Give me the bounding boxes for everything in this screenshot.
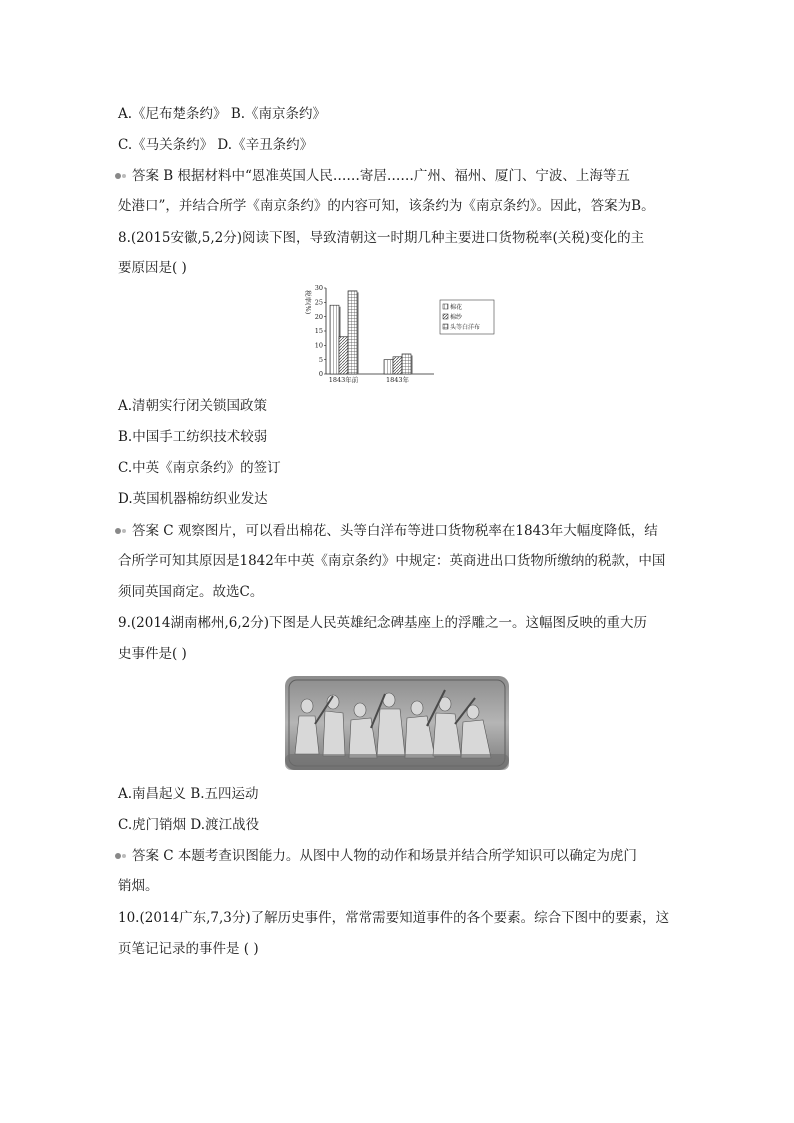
legend-label: 棉纱 bbox=[450, 314, 463, 321]
bar-头等白洋布 bbox=[348, 291, 357, 374]
tariff-bar-chart bbox=[300, 282, 496, 390]
q8-stem-line-2: 要原因是( ) bbox=[118, 260, 187, 276]
legend-label: 棉花 bbox=[450, 304, 463, 311]
q10-stem-line-1: 10.(2014广东,7,3分)了解历史事件，常常需要知道事件的各个要素。综合下图中的要素，这 bbox=[118, 910, 670, 926]
q9-options-cd: C.虎门销烟 D.渡江战役 bbox=[118, 817, 260, 833]
q8-answer-line-2: 合所学可知其原因是1842年中英《南京条约》中规定：英商进出口货物所缴纳的税款，中国 bbox=[118, 553, 666, 569]
y-tick-label: 5 bbox=[318, 355, 323, 364]
bar-头等白洋布 bbox=[402, 354, 411, 374]
q9-answer-line-1: 答案 C 本题考查识图能力。从图中人物的动作和场景并结合所学知识可以确定为虎门 bbox=[114, 847, 637, 865]
y-axis-label: 税率(%) bbox=[304, 290, 312, 315]
x-category-label: 1843年前 bbox=[328, 376, 359, 384]
y-tick-label: 0 bbox=[318, 370, 323, 379]
q8-option-d: D.英国机器棉纺织业发达 bbox=[118, 491, 268, 507]
q7-answer-line-1: 答案 B 根据材料中“恩准英国人民……寄居……广州、福州、厦门、宁波、上海等五 bbox=[114, 167, 630, 185]
q7-answer-line-2: 处港口”，并结合所学《南京条约》的内容可知，该条约为《南京条约》。因此，答案为B。 bbox=[118, 198, 655, 214]
q8-option-a: A.清朝实行闭关锁国政策 bbox=[118, 398, 268, 414]
y-tick-label: 10 bbox=[314, 341, 323, 350]
legend-label: 头等白洋布 bbox=[450, 324, 481, 331]
q8-answer-line-3: 须同英国商定。故选C。 bbox=[118, 584, 264, 600]
bar-shadow bbox=[357, 292, 359, 374]
answer-marker-icon bbox=[114, 851, 128, 861]
bar-shadow bbox=[411, 355, 413, 374]
answer-marker-icon bbox=[114, 171, 128, 181]
q7-options-cd: C.《马关条约》 D.《辛丑条约》 bbox=[118, 137, 314, 153]
answer-marker-icon bbox=[114, 526, 128, 536]
y-tick-label: 25 bbox=[314, 298, 323, 307]
q8-option-c: C.中英《南京条约》的签订 bbox=[118, 460, 281, 476]
x-category-label: 1843年 bbox=[385, 376, 410, 384]
q9-stem-line-2: 史事件是( ) bbox=[118, 646, 187, 662]
bar-棉纱 bbox=[393, 357, 402, 374]
legend-swatch bbox=[443, 314, 448, 319]
q9-options-ab: A.南昌起义 B.五四运动 bbox=[118, 786, 259, 802]
y-tick-label: 30 bbox=[314, 284, 323, 293]
y-tick-label: 15 bbox=[314, 327, 323, 336]
q8-answer-line-1: 答案 C 观察图片，可以看出棉花、头等白洋布等进口货物税率在1843年大幅度降低，结 bbox=[114, 522, 658, 540]
q9-stem-line-1: 9.(2014湖南郴州,6,2分)下图是人民英雄纪念碑基座上的浮雕之一。这幅图反映的重大历 bbox=[118, 615, 648, 631]
q8-stem-line-1: 8.(2015安徽,5,2分)阅读下图，导致清朝这一时期几种主要进口货物税率(关税)变化的主 bbox=[118, 230, 645, 246]
q7-options-ab: A.《尼布楚条约》 B.《南京条约》 bbox=[118, 106, 327, 122]
bar-棉花 bbox=[384, 360, 393, 374]
q10-stem-line-2: 页笔记记录的事件是 ( ) bbox=[118, 941, 259, 957]
bar-棉纱 bbox=[339, 337, 348, 374]
q8-option-b: B.中国手工纺织技术较弱 bbox=[118, 429, 268, 445]
bar-棉花 bbox=[330, 305, 339, 374]
monument-relief-image bbox=[285, 676, 509, 770]
q9-answer-line-2: 销烟。 bbox=[118, 878, 159, 894]
y-tick-label: 20 bbox=[314, 312, 323, 321]
legend-swatch bbox=[443, 304, 448, 309]
relief-sculpture-illustration bbox=[285, 676, 509, 770]
legend-swatch bbox=[443, 324, 448, 329]
tariff-chart-svg bbox=[300, 282, 496, 390]
